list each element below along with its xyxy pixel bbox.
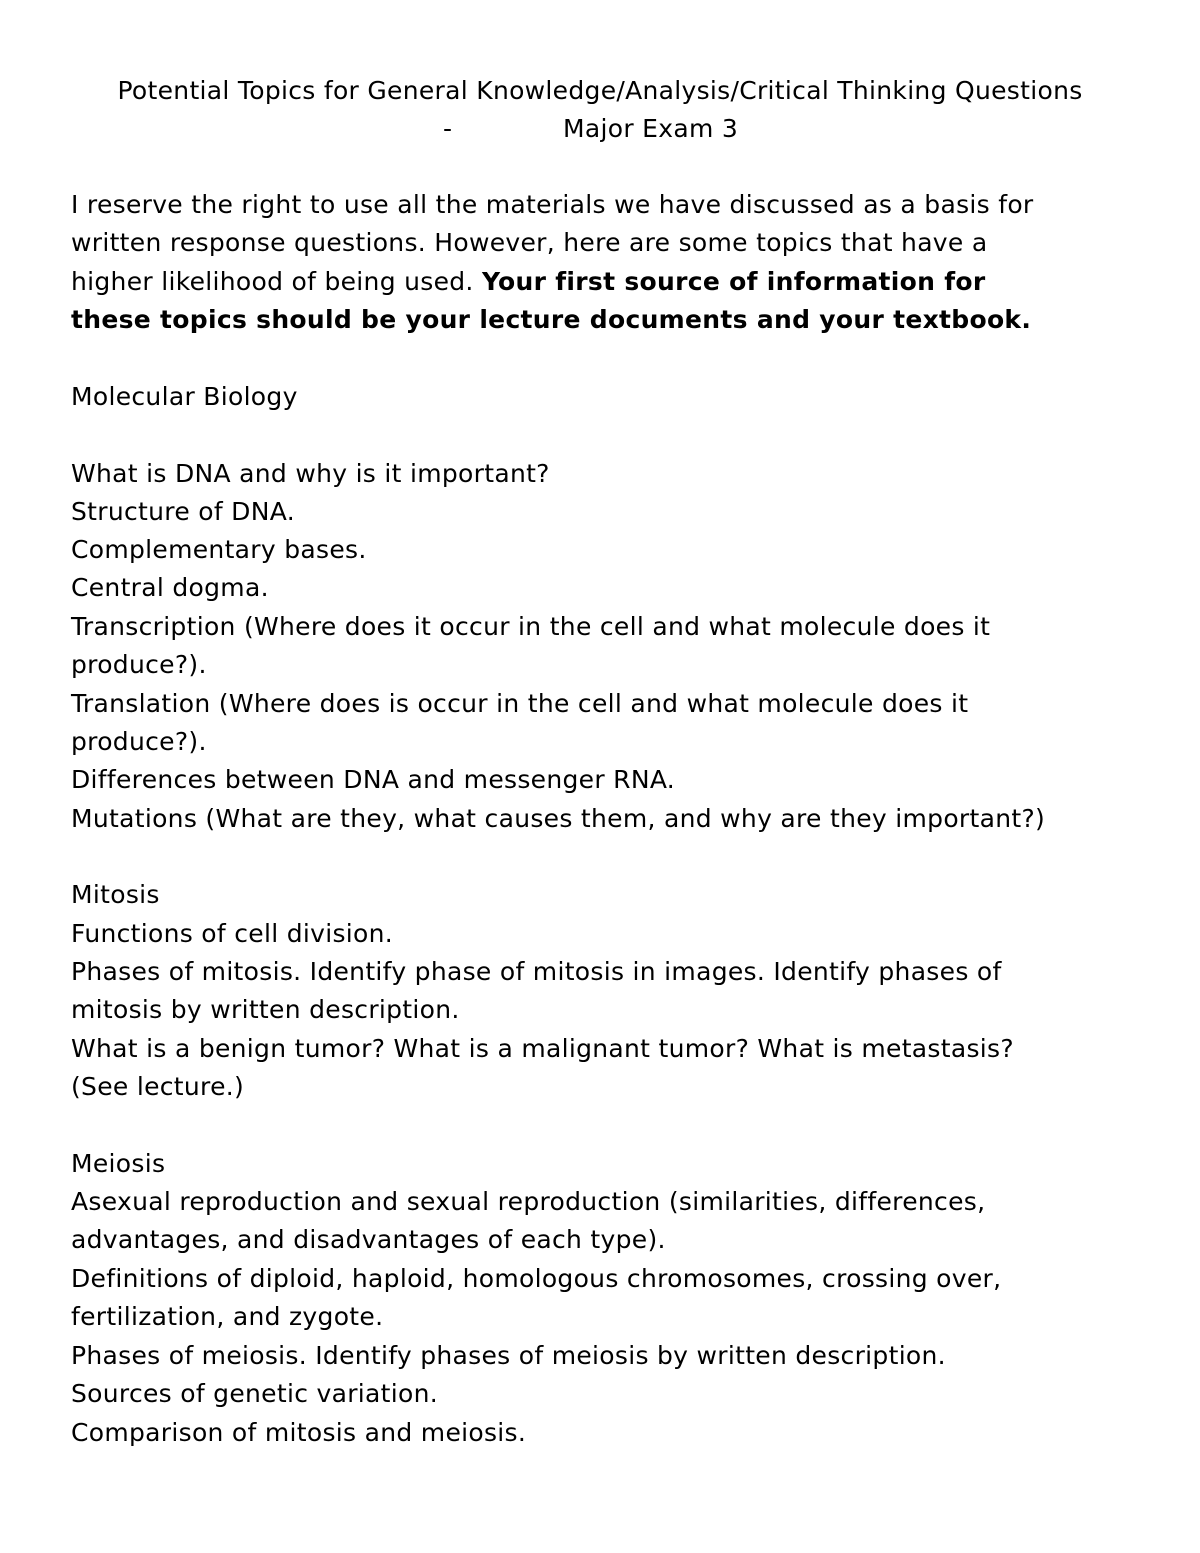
list-item: Asexual reproduction and sexual reproduction (similarities, differences, xyxy=(71,1187,986,1216)
list-item: (See lecture.) xyxy=(71,1072,245,1101)
intro-emphasis: these topics should be your lecture documents and your textbook. xyxy=(71,305,1032,334)
list-item: produce?). xyxy=(71,650,207,679)
list-item: Structure of DNA. xyxy=(71,497,295,526)
section-heading-molecular-biology: Molecular Biology xyxy=(71,382,298,411)
intro-line: written response questions. However, here are some topics that have a xyxy=(71,228,988,257)
list-item: Complementary bases. xyxy=(71,535,367,564)
list-item: Central dogma. xyxy=(71,573,269,602)
list-item: produce?). xyxy=(71,727,207,756)
list-item: What is DNA and why is it important? xyxy=(71,459,550,488)
intro-line xyxy=(71,263,986,301)
list-item: advantages, and disadvantages of each type). xyxy=(71,1225,666,1254)
list-item: fertilization, and zygote. xyxy=(71,1302,384,1331)
list-item: Differences between DNA and messenger RNA. xyxy=(71,765,676,794)
page-title: Potential Topics for General Knowledge/Analysis/Critical Thinking Questions xyxy=(117,76,1083,105)
intro-emphasis: Your first source of information for xyxy=(481,267,986,296)
intro-line: I reserve the right to use all the materials we have discussed as a basis for xyxy=(71,190,1034,219)
list-item: Sources of genetic variation. xyxy=(71,1379,438,1408)
list-item: Definitions of diploid, haploid, homologous chromosomes, crossing over, xyxy=(71,1264,1002,1293)
section-heading-meiosis: Meiosis xyxy=(71,1149,166,1178)
intro-text: higher likelihood of being used. xyxy=(71,267,482,296)
list-item: mitosis by written description. xyxy=(71,995,460,1024)
list-item: Transcription (Where does it occur in the cell and what molecule does it xyxy=(71,612,991,641)
list-item: Functions of cell division. xyxy=(71,919,394,948)
list-item: Translation (Where does is occur in the cell and what molecule does it xyxy=(71,689,969,718)
list-item: Phases of meiosis. Identify phases of meiosis by written description. xyxy=(71,1341,946,1370)
page-subtitle: Major Exam 3 xyxy=(563,114,739,143)
list-item: Comparison of mitosis and meiosis. xyxy=(71,1418,527,1447)
title-dash: - xyxy=(443,114,453,143)
list-item: What is a benign tumor? What is a malignant tumor? What is metastasis? xyxy=(71,1034,1014,1063)
list-item: Mutations (What are they, what causes them, and why are they important?) xyxy=(71,804,1046,833)
section-heading-mitosis: Mitosis xyxy=(71,880,160,909)
list-item: Phases of mitosis. Identify phase of mitosis in images. Identify phases of xyxy=(71,957,1002,986)
